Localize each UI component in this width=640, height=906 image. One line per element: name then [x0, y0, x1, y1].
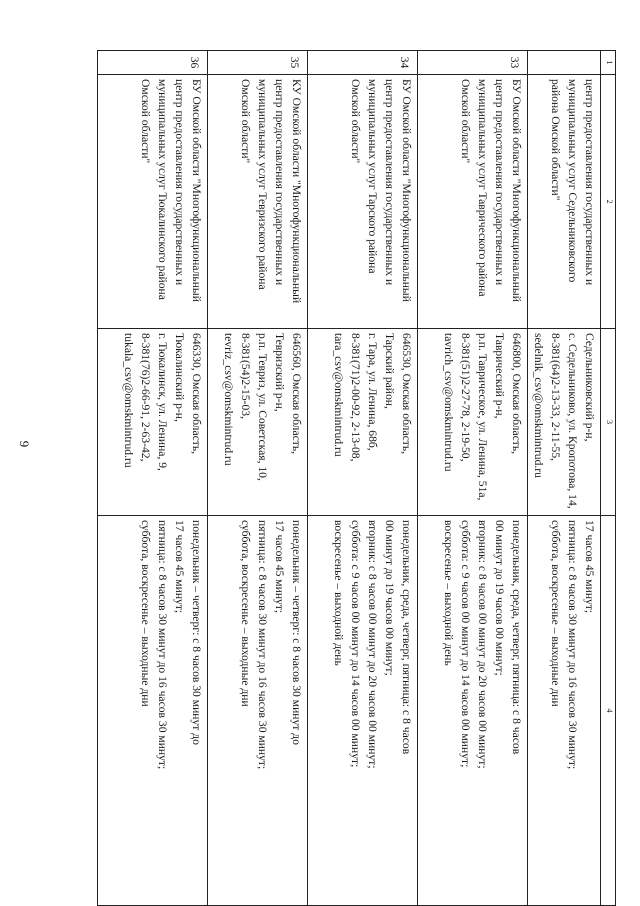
hours-line: воскресенье – выходной день [442, 520, 455, 666]
hours-line: суббота, воскресенье – выходные дни [239, 520, 252, 707]
hours-line: пятница: с 8 часов 30 минут до 16 часов 30 минут; [566, 520, 579, 770]
organization-line: муниципальных услуг Тюкалинского района [156, 79, 169, 300]
address-line: Седельниковский р-н, [583, 333, 596, 442]
address-line: с. Седельниково, ул. Кропотова, 14, [566, 333, 579, 509]
table-row [418, 51, 528, 906]
row-number: 34 [308, 51, 418, 75]
hours-line: 17 часов 45 минут; [173, 520, 186, 614]
hours-line: понедельник – четверг: с 8 часов 30 минут до [290, 520, 303, 745]
organization-line: БУ Омской области "Многофункциональный [510, 79, 523, 302]
organization-cell [418, 75, 528, 329]
address-cell [308, 329, 418, 516]
hours-line: пятница: с 8 часов 30 минут до 16 часов 30 минут; [156, 520, 169, 770]
table-row [98, 51, 208, 906]
organization-line: центр предоставления государственных и [383, 79, 396, 286]
page-number: 9 [17, 440, 32, 448]
hours-line: понедельник, среда, четверг, пятница: с 8 часов [510, 520, 523, 755]
hours-line: понедельник, среда, четверг, пятница: с 8 часов [400, 520, 413, 755]
hours-line: суббота, воскресенье – выходные дни [549, 520, 562, 707]
address-line: tukala_csv@omskmintrud.ru [122, 333, 135, 468]
column-number: 4 [601, 516, 616, 906]
hours-line: 17 часов 45 минут; [583, 520, 596, 614]
address-line: р.п. Таврическое, ул. Ленина, 51а, [476, 333, 489, 501]
hours-line: 00 минут до 19 часов 00 минут; [493, 520, 506, 676]
hours-line: суббота: с 9 часов 00 минут до 14 часов 00 минут; [349, 520, 362, 768]
organization-line: центр предоставления государственных и [493, 79, 506, 286]
address-line: 646330, Омская область, [190, 333, 203, 455]
column-number: 3 [601, 329, 616, 516]
organization-cell [308, 75, 418, 329]
hours-line: суббота, воскресенье – выходные дни [139, 520, 152, 707]
address-cell [418, 329, 528, 516]
organization-line: КУ Омской области "Многофункциональный [290, 79, 303, 304]
address-line: Тюкалинский р-н, [173, 333, 186, 422]
organization-cell [208, 75, 308, 329]
hours-cell [418, 516, 528, 906]
organization-line: района Омской области" [549, 79, 562, 201]
hours-cell [308, 516, 418, 906]
hours-line: 00 минут до 19 часов 00 минут; [383, 520, 396, 676]
organization-line: муниципальных услуг Таврического района [476, 79, 489, 297]
address-line: Таврический р-н, [493, 333, 506, 419]
address-line: 646560, Омская область, [290, 333, 303, 455]
address-line: 646800, Омская область, [510, 333, 523, 455]
address-line: 8-381(51)2-27-78, 2-19-50, [459, 333, 472, 462]
organization-line: БУ Омской области "Многофункциональный [400, 79, 413, 302]
row-number: 33 [418, 51, 528, 75]
hours-line: вторник: с 8 часов 00 минут до 20 часов 00 минут; [366, 520, 379, 769]
address-cell [208, 329, 308, 516]
table-row [208, 51, 308, 906]
column-number: 2 [601, 75, 616, 329]
address-line: tara_csv@omskmintrud.ru [332, 333, 345, 457]
address-line: 8-381(54)2-15-03, [239, 333, 252, 419]
organization-line: Омской области" [349, 79, 362, 164]
organization-line: центр предоставления государственных и [583, 79, 596, 286]
address-line: 646530, Омская область, [400, 333, 413, 455]
column-number: 1 [601, 51, 616, 75]
organization-line: муниципальных услуг Седельниковского [566, 79, 579, 283]
address-line: 8-381(76)2-66-91, 2-63-42, [139, 333, 152, 462]
address-line: г. Тара, ул. Ленина, 68б, [366, 333, 379, 451]
hours-line: суббота: с 9 часов 00 минут до 14 часов 00 минут; [459, 520, 472, 768]
organization-cell [98, 75, 208, 329]
address-line: tevriz_csv@omskmintrud.ru [222, 333, 235, 466]
address-line: sedelnik_csv@omskmintrud.ru [532, 333, 545, 478]
address-line: 8-381(64)2-13-33, 2-11-55, [549, 333, 562, 462]
table-row [528, 51, 601, 906]
hours-cell [98, 516, 208, 906]
organization-line: БУ Омской области "Многофункциональный [190, 79, 203, 302]
address-cell [98, 329, 208, 516]
organization-line: Омской области" [139, 79, 152, 164]
hours-line: вторник: с 8 часов 00 минут до 20 часов 00 минут; [476, 520, 489, 769]
organization-line: Омской области" [239, 79, 252, 164]
organization-line: муниципальных услуг Тевризского района [256, 79, 269, 290]
organization-cell [528, 75, 601, 329]
organization-line: Омской области" [459, 79, 472, 164]
address-cell [528, 329, 601, 516]
hours-line: воскресенье – выходной день [332, 520, 345, 666]
hours-cell [528, 516, 601, 906]
hours-line: 17 часов 45 минут; [273, 520, 286, 614]
hours-cell [208, 516, 308, 906]
column-number-row [601, 51, 616, 906]
row-number [528, 51, 601, 75]
row-number: 35 [208, 51, 308, 75]
organization-line: центр предоставления государственных и [173, 79, 186, 286]
organization-line: муниципальных услуг Тарского района [366, 79, 379, 274]
table-row [308, 51, 418, 906]
address-line: 8-381(71)2-00-92, 2-13-08, [349, 333, 362, 462]
address-line: р.п. Тевриз, ул. Советская, 10, [256, 333, 269, 481]
organization-line: центр предоставления государственных и [273, 79, 286, 286]
address-line: Тевризский р-н, [273, 333, 286, 412]
hours-line: понедельник – четверг: с 8 часов 30 минут до [190, 520, 203, 745]
rotated-page-content [86, 50, 616, 905]
address-line: tavrich_csv@omskmintrud.ru [442, 333, 455, 472]
mfc-table [97, 50, 616, 906]
address-line: Тарский район, [383, 333, 396, 409]
address-line: г. Тюкалинск, ул. Ленина, 9, [156, 333, 169, 471]
row-number: 36 [98, 51, 208, 75]
hours-line: пятница: с 8 часов 30 минут до 16 часов 30 минут; [256, 520, 269, 770]
